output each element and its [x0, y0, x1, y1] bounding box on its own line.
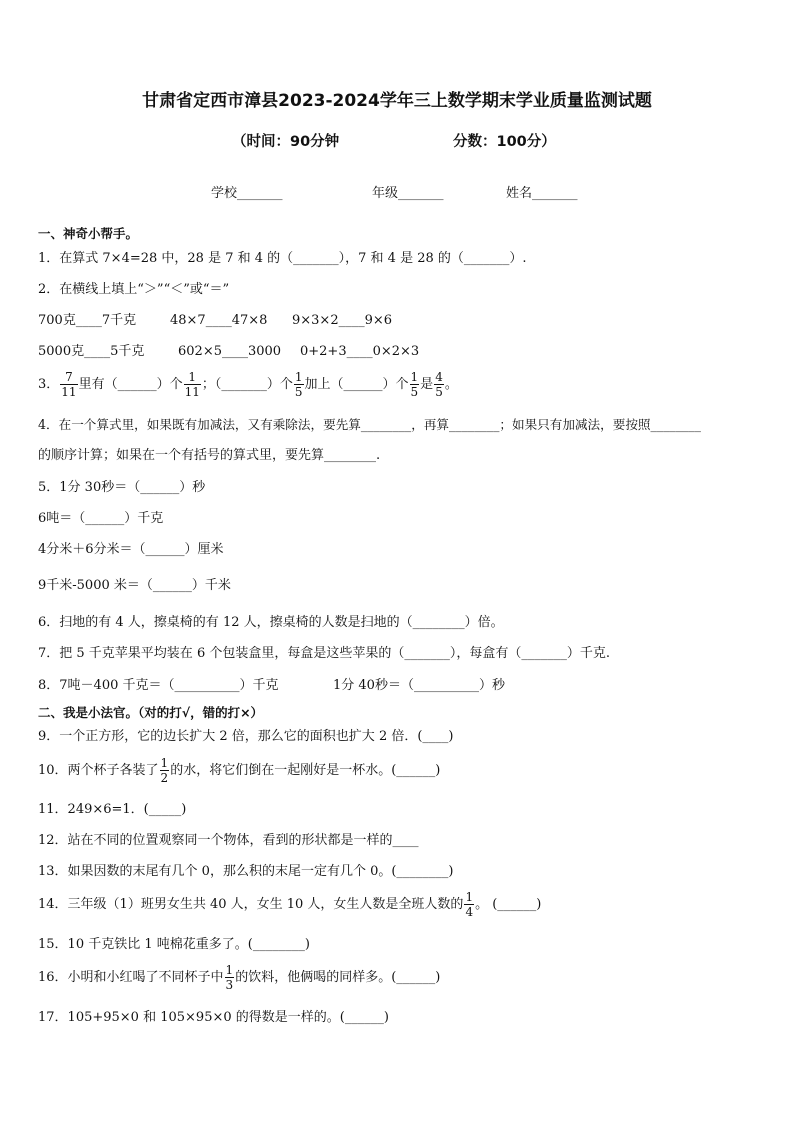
question-17: 17．105+95×0 和 105×95×0 的得数是一样的。(______): [38, 1010, 389, 1025]
question-3: 3． $\frac{7}{11}$ 里有（______）个 $\frac{1}{11}$ ；（_______）个 $\frac{1}{5}$ 加上（______）个 $\frac{1}{5}$ 是 $\frac{4}{5}$ 。: [38, 370, 458, 399]
question-16: 16．小明和小红喝了不同杯子中 $\frac{1}{3}$ 的饮料，他俩喝的同样多。(______): [38, 963, 441, 992]
fraction: $\frac{1}{5}$: [294, 370, 303, 399]
question-14: 14．三年级（1）班男女生共 40 人，女生 10 人，女生人数是全班人数的 $\frac{1}{4}$ 。 (______): [38, 890, 542, 919]
exam-score: 分数：100分）: [453, 134, 556, 150]
section-1-heading: 一、神奇小帮手。: [38, 226, 139, 241]
fraction: $\frac{1}{11}$: [184, 370, 200, 399]
school-field: 学校_______: [211, 186, 283, 201]
question-2-item: 700克____7千克: [38, 313, 137, 328]
fraction: $\frac{1}{5}$: [410, 370, 419, 399]
fraction: $\frac{4}{5}$: [435, 370, 443, 399]
question-7: 7．把 5 千克苹果平均装在 6 个包装盒里，每盒是这些苹果的（_______），每盒有（_______）千克.: [38, 646, 610, 661]
fraction: $\frac{1}{4}$: [465, 890, 474, 919]
question-5-line-3: 4分米＋6分米＝（______）厘米: [38, 542, 224, 557]
question-2-item: 48×7____47×8: [170, 313, 268, 328]
question-2-item: 5000克____5千克: [38, 344, 145, 359]
question-13: 13．如果因数的末尾有几个 0，那么积的末尾一定有几个 0。(________): [38, 864, 454, 879]
name-field: 姓名_______: [506, 186, 578, 201]
grade-field: 年级_______: [372, 186, 444, 201]
fraction: $\frac{7}{11}$: [61, 370, 77, 399]
question-10: 10．两个杯子各装了 $\frac{1}{2}$ 的水，将它们倒在一起刚好是一杯水。(______): [38, 756, 441, 785]
question-2-item: 602×5____3000: [178, 344, 282, 359]
fraction: $\frac{1}{2}$: [160, 756, 169, 785]
exam-time: （时间：90分钟: [232, 134, 340, 150]
question-8-a: 8．7吨－400 千克＝（__________）千克: [38, 678, 279, 693]
page-title: 甘肃省定西市漳县2023-2024学年三上数学期末学业质量监测试题: [142, 91, 652, 111]
section-2-heading: 二、我是小法官。（对的打√，错的打×）: [38, 705, 264, 720]
question-4-line-2: 的顺序计算；如果在一个有括号的算式里，要先算________.: [38, 448, 381, 463]
question-1: 1．在算式 7×4=28 中，28 是 7 和 4 的（_______），7 和 4 是 28 的（_______）.: [38, 251, 527, 266]
question-11: 11．249×6=1．(_____): [38, 802, 187, 817]
question-5-line-4: 9千米-5000 米＝（______）千米: [38, 578, 231, 593]
question-2-item: 0+2+3____0×2×3: [300, 344, 420, 359]
question-8-b: 1分 40秒＝（__________）秒: [333, 678, 505, 693]
question-6: 6．扫地的有 4 人，擦桌椅的有 12 人，擦桌椅的人数是扫地的（________）倍。: [38, 615, 504, 630]
question-5-line-1: 5．1分 30秒＝（______）秒: [38, 480, 206, 495]
question-2-item: 9×3×2____9×6: [292, 313, 393, 328]
question-5-line-2: 6吨＝（______）千克: [38, 511, 164, 526]
question-12: 12．站在不同的位置观察同一个物体，看到的形状都是一样的____: [38, 833, 419, 848]
question-4-line-1: 4．在一个算式里，如果既有加减法，又有乘除法，要先算________，再算________；如果只有加减法，要按照________: [38, 417, 701, 432]
question-2: 2．在横线上填上“＞”“＜”或“＝”: [38, 282, 230, 297]
question-15: 15．10 千克铁比 1 吨棉花重多了。(________): [38, 937, 310, 952]
question-9: 9．一个正方形，它的边长扩大 2 倍，那么它的面积也扩大 2 倍．(____): [38, 729, 454, 744]
fraction: $\frac{1}{3}$: [225, 963, 234, 992]
